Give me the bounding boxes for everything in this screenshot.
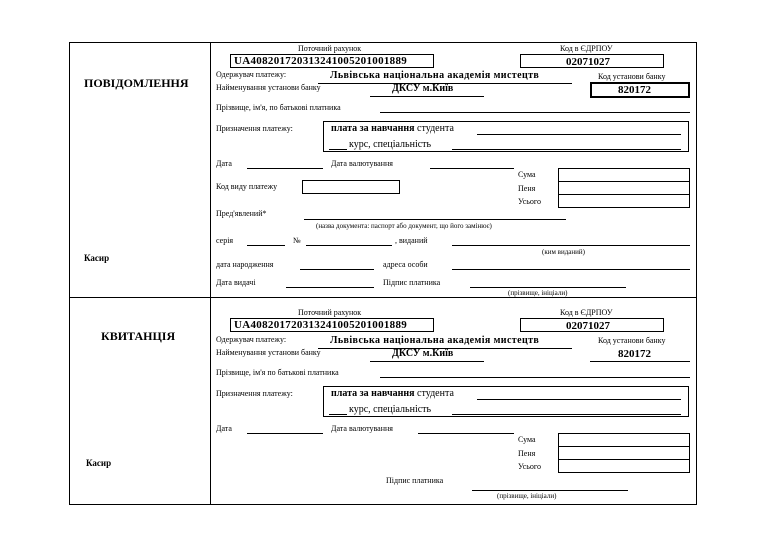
payer-label-top: Прізвище, ім'я, по батькові платника: [216, 103, 341, 112]
recipient-value-bottom: Львівська національна академія мистецтв: [330, 335, 540, 346]
purpose-fill1-top[interactable]: [477, 134, 681, 135]
purpose-fill2-bottom[interactable]: [452, 414, 681, 415]
doc-note-top: (назва документа: паспорт або документ, що його замінює): [316, 222, 492, 230]
value-date-line-top[interactable]: [430, 168, 514, 169]
issued-by-note-top: (ким виданий): [542, 248, 585, 256]
payer-label-bottom: Прізвище, ім'я по батькові платника: [216, 368, 339, 377]
purpose-bold-top: плата за навчання: [331, 123, 415, 134]
payer-line-bottom[interactable]: [380, 377, 690, 378]
total-label-bottom: Усього: [518, 462, 541, 471]
signature-label-top: Підпис платника: [383, 278, 441, 287]
purpose-rest-top: студента: [414, 123, 454, 134]
payer-line-top[interactable]: [380, 112, 690, 113]
total-label-top: Усього: [518, 197, 541, 206]
issue-date-label-top: Дата видачі: [216, 278, 256, 287]
issued-label-top: , виданий: [395, 236, 428, 245]
purpose-fill2-top[interactable]: [452, 149, 681, 150]
penalty-label-bottom: Пеня: [518, 449, 536, 458]
bank-code-underline-bottom: [590, 361, 690, 362]
cashier-label-bottom: Касир: [86, 458, 112, 468]
signature-line-bottom[interactable]: [472, 490, 628, 491]
date-label-bottom: Дата: [216, 424, 232, 433]
edrpou-value-top: 02071027: [566, 56, 610, 68]
date-label-top: Дата: [216, 159, 232, 168]
signature-label-bottom: Підпис платника: [386, 476, 444, 485]
edrpou-label-bottom: Код в ЄДРПОУ: [560, 308, 613, 317]
account-label-top: Поточний рахунок: [298, 44, 362, 53]
value-date-label-bottom: Дата валютування: [331, 424, 393, 433]
recipient-label-bottom: Одержувач платежу:: [216, 335, 287, 344]
purpose-rest-bottom: студента: [414, 388, 454, 399]
section-divider: [69, 297, 697, 298]
payment-code-box-top[interactable]: [302, 180, 400, 194]
edrpou-label-top: Код в ЄДРПОУ: [560, 44, 613, 53]
sum-label-bottom: Сума: [518, 435, 536, 444]
birth-date-line-top[interactable]: [300, 269, 374, 270]
purpose-label-top: Призначення платежу:: [216, 124, 293, 133]
presented-line-top[interactable]: [304, 219, 566, 220]
recipient-value-top: Львівська національна академія мистецтв: [330, 70, 540, 81]
bank-code-label-bottom: Код установи банку: [598, 336, 666, 345]
bank-name-label-bottom: Найменування установи банку: [216, 348, 321, 357]
presented-label-top: Пред'явлений*: [216, 209, 267, 218]
purpose-fill1-bottom[interactable]: [477, 399, 681, 400]
bank-name-label-top: Найменування установи банку: [216, 83, 321, 92]
signature-note-bottom: (прізвище, ініціали): [497, 492, 557, 500]
date-line-top[interactable]: [247, 168, 323, 169]
account-label-bottom: Поточний рахунок: [298, 308, 362, 317]
cashier-label-top: Касир: [84, 253, 110, 263]
purpose-label-bottom: Призначення платежу:: [216, 389, 293, 398]
purpose-line1-bottom: [331, 389, 454, 399]
edrpou-value-bottom: 02071027: [566, 320, 610, 332]
address-line-top[interactable]: [452, 269, 690, 270]
account-number-top: UA408201720313241005201001889: [234, 55, 408, 67]
bank-code-value-top: 820172: [618, 84, 651, 96]
signature-line-top[interactable]: [470, 287, 626, 288]
number-line-top[interactable]: [306, 245, 392, 246]
payment-code-label-top: Код виду платежу: [216, 182, 278, 191]
bank-code-label-top: Код установи банку: [598, 72, 666, 81]
column-divider: [210, 42, 211, 505]
issue-date-line-top[interactable]: [286, 287, 374, 288]
bank-name-value-top: ДКСУ м.Київ: [392, 83, 454, 94]
notice-title: ПОВІДОМЛЕННЯ: [84, 76, 189, 90]
purpose-pre2-top: [329, 149, 347, 150]
birth-date-label-top: дата народження: [216, 260, 274, 269]
penalty-box-top[interactable]: [558, 181, 690, 195]
bank-code-value-bottom: 820172: [618, 348, 651, 360]
account-number-bottom: UA408201720313241005201001889: [234, 319, 408, 331]
purpose-line2-top: курс, спеціальність: [349, 139, 432, 150]
purpose-line1-top: [331, 124, 454, 134]
bank-name-underline-bottom: [370, 361, 484, 362]
date-line-bottom[interactable]: [247, 433, 323, 434]
value-date-label-top: Дата валютування: [331, 159, 393, 168]
total-box-bottom[interactable]: [558, 459, 690, 473]
value-date-line-bottom[interactable]: [418, 433, 514, 434]
purpose-line2-bottom: курс, спеціальність: [349, 404, 432, 415]
number-label-top: №: [293, 236, 301, 245]
bank-name-value-bottom: ДКСУ м.Київ: [392, 348, 454, 359]
penalty-box-bottom[interactable]: [558, 446, 690, 460]
address-label-top: адреса особи: [383, 260, 428, 269]
purpose-pre2-bottom: [329, 414, 347, 415]
issued-line-top[interactable]: [452, 245, 690, 246]
sum-box-bottom[interactable]: [558, 433, 690, 447]
signature-note-top: (прізвище, ініціали): [508, 289, 568, 297]
total-box-top[interactable]: [558, 194, 690, 208]
sum-box-top[interactable]: [558, 168, 690, 182]
series-line-top[interactable]: [247, 245, 285, 246]
sum-label-top: Сума: [518, 170, 536, 179]
purpose-bold-bottom: плата за навчання: [331, 388, 415, 399]
bank-name-underline-top: [370, 96, 484, 97]
series-label-top: серія: [216, 236, 234, 245]
penalty-label-top: Пеня: [518, 184, 536, 193]
recipient-label-top: Одержувач платежу:: [216, 70, 287, 79]
receipt-title: КВИТАНЦІЯ: [101, 329, 176, 343]
